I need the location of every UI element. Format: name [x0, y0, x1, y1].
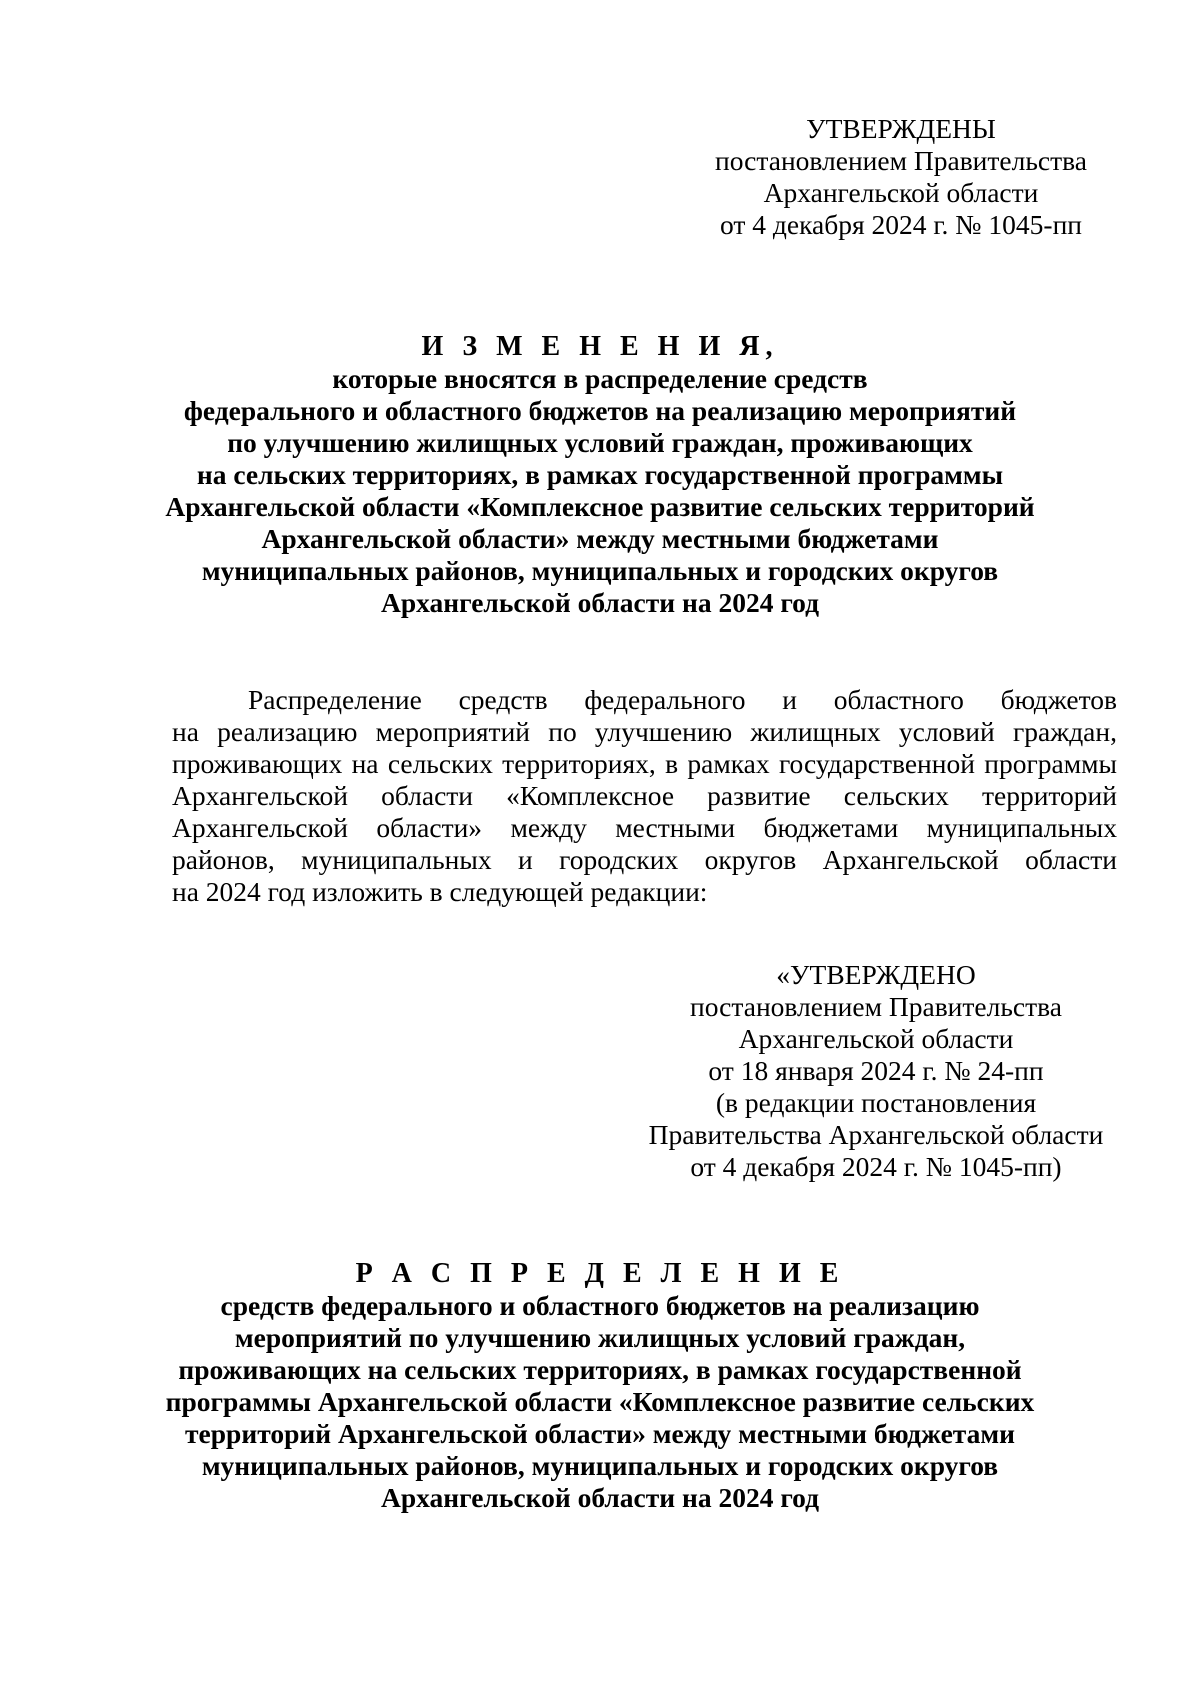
quoted-stamp-line: Правительства Архангельской области	[648, 1119, 1104, 1150]
changes-heading-title: И З М Е Н Е Н И Я,	[421, 331, 779, 362]
quoted-stamp-line: от 18 января 2024 г. № 24-пп	[708, 1055, 1044, 1086]
distribution-heading-line: проживающих на сельских территориях, в рамках государственной	[178, 1354, 1022, 1385]
body-paragraph-line: Распределение средств федерального и областного бюджетов	[248, 684, 1117, 715]
distribution-heading-title: Р А С П Р Е Д Е Л Е Н И Е	[355, 1258, 845, 1289]
approval-stamp	[706, 113, 1096, 241]
body-paragraph-line: на реализацию мероприятий по улучшению жилищных условий граждан,	[172, 716, 1117, 747]
approval-stamp-line: постановлением Правительства	[715, 145, 1087, 176]
quoted-stamp-line: (в редакции постановления	[715, 1087, 1037, 1118]
changes-heading-line: федерального и областного бюджетов на реализацию мероприятий	[183, 395, 1017, 426]
quoted-stamp-line: Архангельской области	[738, 1023, 1014, 1054]
quoted-stamp-line: постановлением Правительства	[690, 991, 1062, 1022]
quoted-stamp-line: «УТВЕРЖДЕНО	[776, 959, 976, 990]
changes-heading-line: Архангельской области «Комплексное развитие сельских территорий	[165, 491, 1035, 522]
approval-stamp-line: от 4 декабря 2024 г. № 1045-пп	[719, 209, 1083, 240]
body-paragraph-line: на 2024 год изложить в следующей редакции:	[172, 876, 708, 907]
changes-heading-line: по улучшению жилищных условий граждан, проживающих	[227, 427, 973, 458]
quoted-stamp-line: от 4 декабря 2024 г. № 1045-пп)	[690, 1151, 1062, 1182]
distribution-heading	[140, 1258, 1060, 1514]
distribution-heading-line: средств федерального и областного бюджетов на реализацию	[220, 1290, 980, 1321]
quoted-approval-stamp	[636, 959, 1116, 1183]
approval-stamp-line: УТВЕРЖДЕНЫ	[806, 113, 996, 144]
distribution-heading-line: программы Архангельской области «Комплексное развитие сельских	[165, 1386, 1035, 1417]
distribution-heading-line: территорий Архангельской области» между местными бюджетами	[185, 1418, 1015, 1449]
distribution-heading-line: Архангельской области на 2024 год	[380, 1482, 820, 1513]
approval-stamp-line: Архангельской области	[763, 177, 1039, 208]
changes-heading-line: которые вносятся в распределение средств	[332, 363, 868, 394]
body-paragraph	[172, 684, 1117, 908]
body-paragraph-line: Архангельской области «Комплексное развитие сельских территорий	[172, 780, 1117, 811]
body-paragraph-line: Архангельской области» между местными бюджетами муниципальных	[172, 812, 1117, 843]
changes-heading-line: на сельских территориях, в рамках государственной программы	[196, 459, 1004, 490]
changes-heading-line: Архангельской области на 2024 год	[380, 587, 820, 618]
changes-heading	[140, 331, 1060, 619]
changes-heading-line: муниципальных районов, муниципальных и городских округов	[201, 555, 999, 586]
body-paragraph-line: проживающих на сельских территориях, в рамках государственной программы	[172, 748, 1117, 779]
body-paragraph-line: районов, муниципальных и городских округов Архангельской области	[172, 844, 1117, 875]
distribution-heading-line: муниципальных районов, муниципальных и городских округов	[201, 1450, 999, 1481]
changes-heading-line: Архангельской области» между местными бюджетами	[261, 523, 939, 554]
distribution-heading-line: мероприятий по улучшению жилищных условий граждан,	[234, 1322, 966, 1353]
